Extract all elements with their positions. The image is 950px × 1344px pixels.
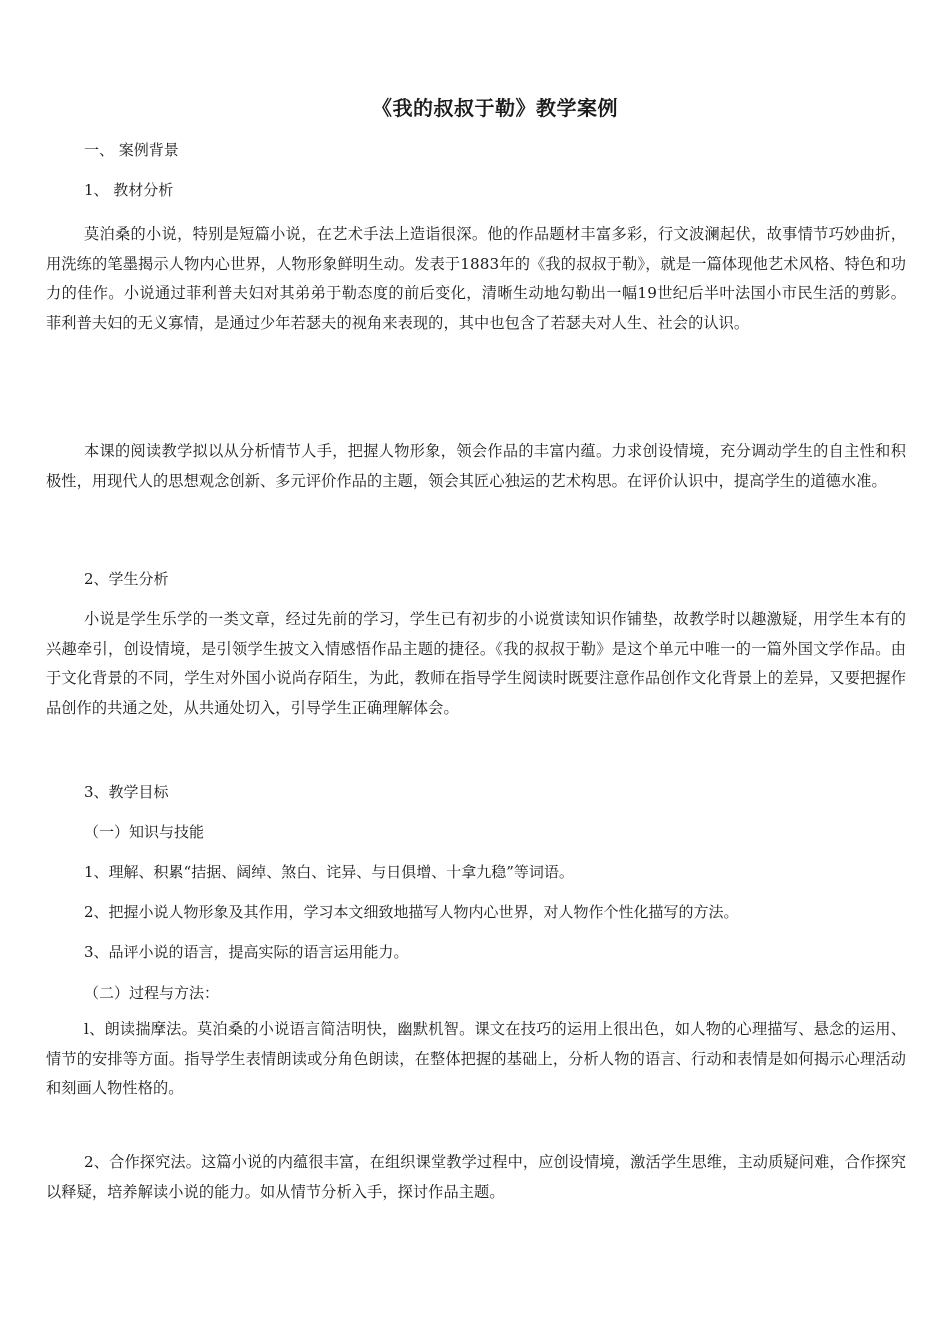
section-heading-background: 一、 案例背景: [84, 141, 179, 159]
goal-heading-process-methods: （二）过程与方法：: [84, 984, 220, 1002]
paragraph-textbook-analysis-2: 本课的阅读教学拟以从分析情节人手，把握人物形象，领会作品的丰富内蕴。力求创设情境，充分调动学生的自主性和积极性，用现代人的思想观念创新、多元评价作品的主题，领会其匠心独运的艺术构思。在评价认识中，提高学生的道德水准。: [46, 442, 906, 490]
document-title: 《我的叔叔于勒》教学案例: [372, 96, 618, 120]
goal-item-1: 1、理解、积累“拮据、阔绰、煞白、诧异、与日俱增、十拿九稳”等词语。: [84, 863, 574, 881]
subsection-heading-textbook-analysis: 1、 教材分析: [84, 181, 174, 199]
paragraph-textbook-analysis-1: 莫泊桑的小说，特别是短篇小说，在艺术手法上造诣很深。他的作品题材丰富多彩，行文波澜起伏，故事情节巧妙曲折，用洗练的笔墨揭示人物内心世界，人物形象鲜明生动。发表于1883年的《我的叔叔于勒》，就是一篇体现他艺术风格、特色和功力的佳作。小说通过菲利普夫妇对其弟弟于勒态度的前后变化，清晰生动地勾勒出一幅19世纪后半叶法国小市民生活的剪影。菲利普夫妇的无义寡情，是通过少年若瑟夫的视角来表现的，其中也包含了若瑟夫对人生、社会的认识。: [46, 225, 906, 332]
goal-item-2: 2、把握小说人物形象及其作用，学习本文细致地描写人物内心世界，对人物作个性化描写的方法。: [84, 903, 739, 921]
paragraph-method-reading: l、朗读揣摩法。莫泊桑的小说语言简洁明快，幽默机智。课文在技巧的运用上很出色，如人物的心理描写、悬念的运用、情节的安排等方面。指导学生表情朗读或分角色朗读，在整体把握的基础上，分析人物的语言、行动和表情是如何揭示心理活动和刻画人物性格的。: [46, 1020, 906, 1098]
goal-item-3: 3、品评小说的语言，提高实际的语言运用能力。: [84, 943, 409, 961]
subsection-heading-student-analysis: 2、学生分析: [84, 570, 169, 588]
subsection-heading-teaching-goals: 3、教学目标: [84, 783, 169, 801]
goal-heading-knowledge-skills: （一）知识与技能: [84, 823, 205, 841]
paragraph-method-inquiry: 2、合作探究法。这篇小说的内蕴很丰富，在组织课堂教学过程中，应创设情境，激活学生思维，主动质疑问难，合作探究以释疑，培养解读小说的能力。如从情节分析入手，探讨作品主题。: [46, 1153, 906, 1201]
paragraph-student-analysis: 小说是学生乐学的一类文章，经过先前的学习，学生已有初步的小说赏读知识作铺垫，故教学时以趣激疑，用学生本有的兴趣牵引，创设情境，是引领学生披文入情感悟作品主题的捷径。《我的叔叔于勒》是这个单元中唯一的一篇外国文学作品。由于文化背景的不同，学生对外国小说尚存陌生，为此，教师在指导学生阅读时既要注意作品创作文化背景上的差异，又要把握作品创作的共通之处，从共通处切入，引导学生正确理解体会。: [46, 610, 906, 717]
